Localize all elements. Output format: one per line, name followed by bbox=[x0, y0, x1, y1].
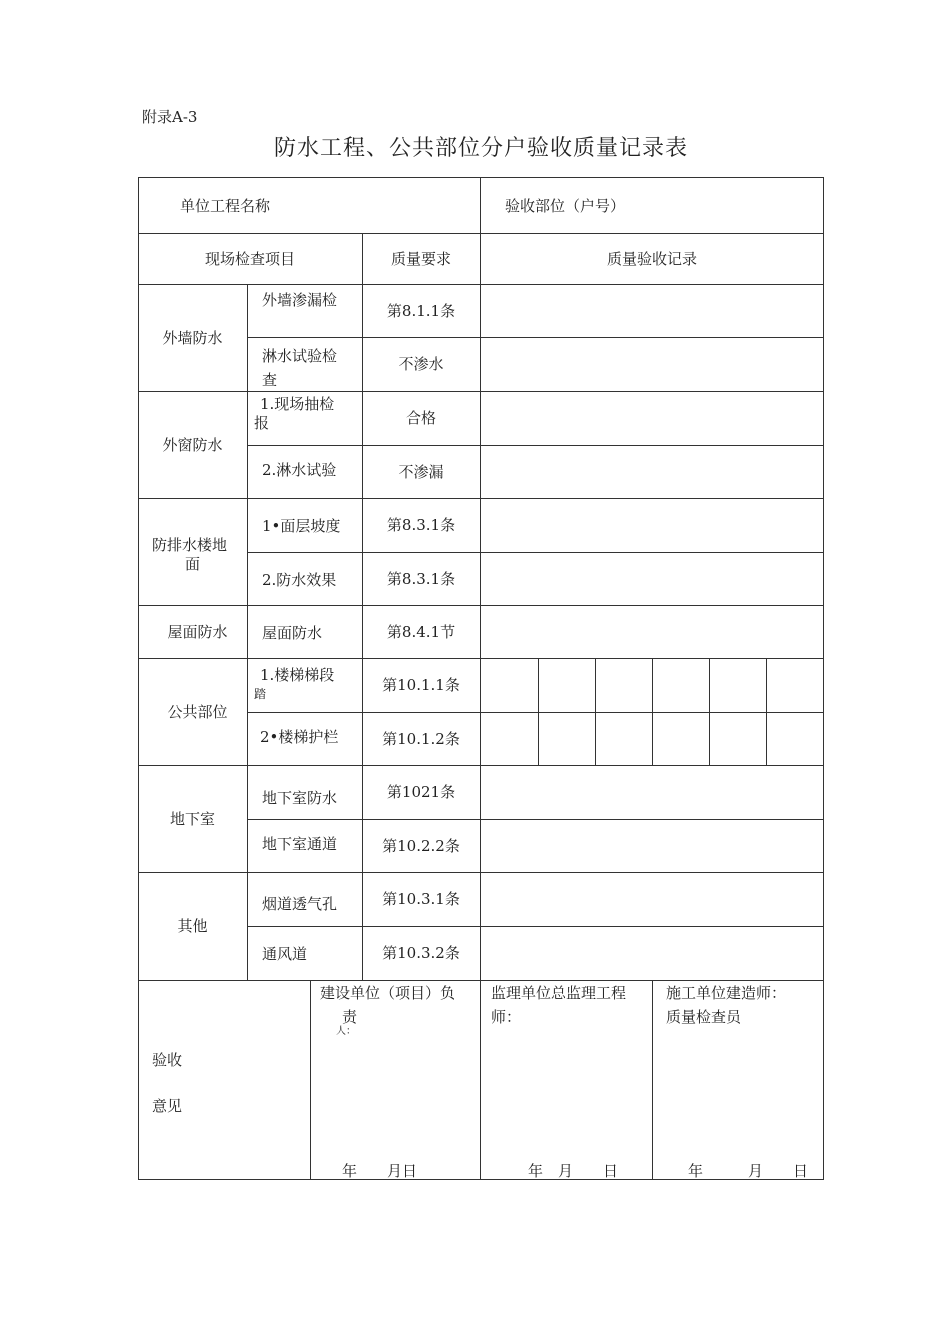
col-divider bbox=[480, 284, 481, 980]
item-requirement: 第10.1.1条 bbox=[382, 676, 460, 694]
col-divider bbox=[766, 658, 767, 765]
supervisor-date: 年 月 日 bbox=[528, 1162, 619, 1180]
item-requirement: 第8.4.1节 bbox=[386, 622, 456, 641]
supervisor-signatory-label: 监理单位总监理工程 bbox=[491, 984, 627, 1002]
item-requirement: 第10.3.2条 bbox=[382, 944, 460, 962]
item-requirement: 第10.1.2条 bbox=[382, 729, 460, 748]
row-divider bbox=[138, 498, 824, 499]
item-requirement: 不渗漏 bbox=[398, 462, 444, 481]
item-label: 2.防水效果 bbox=[262, 571, 337, 589]
col-divider bbox=[709, 658, 710, 765]
item-label: 2.淋水试验 bbox=[262, 461, 337, 479]
item-label: 2•楼梯护栏 bbox=[260, 728, 339, 746]
appendix-label: 附录A-3 bbox=[142, 108, 198, 126]
item-label: 地下室通道 bbox=[262, 835, 338, 853]
item-label: 报 bbox=[254, 414, 270, 432]
contractor-signatory-label: 质量检查员 bbox=[666, 1008, 742, 1026]
item-label: 查 bbox=[262, 371, 278, 389]
row-divider bbox=[247, 926, 824, 927]
item-label: 烟道透气孔 bbox=[262, 895, 338, 913]
row-divider bbox=[247, 445, 824, 446]
item-requirement: 合格 bbox=[405, 409, 436, 427]
item-label: 地下室防水 bbox=[262, 789, 338, 807]
row-divider bbox=[247, 819, 824, 820]
group-label: 屋面防水 bbox=[167, 622, 228, 641]
item-requirement: 第8.1.1条 bbox=[386, 301, 456, 320]
item-label: 1.现场抽检 bbox=[260, 395, 335, 413]
item-label: 屋面防水 bbox=[262, 624, 323, 642]
item-label: 踏 bbox=[254, 687, 267, 701]
item-requirement: 第10.2.2条 bbox=[382, 836, 460, 855]
item-label: 通风道 bbox=[262, 945, 308, 963]
col-divider bbox=[538, 658, 539, 765]
builder-signatory-label: 建设单位（项目）负 bbox=[320, 984, 456, 1002]
row-divider bbox=[247, 552, 824, 553]
col-divider bbox=[595, 658, 596, 765]
item-requirement: 第10.3.1条 bbox=[382, 890, 460, 908]
opinion-label: 验收 bbox=[152, 1051, 183, 1069]
item-requirement: 第8.3.1条 bbox=[386, 569, 456, 588]
col-header-record: 质量验收记录 bbox=[606, 249, 697, 268]
contractor-signatory-label: 施工单位建造师： bbox=[666, 984, 787, 1002]
supervisor-signatory-label: 师： bbox=[491, 1008, 522, 1026]
col-divider bbox=[310, 980, 311, 1180]
col-divider bbox=[652, 980, 653, 1180]
item-label: 淋水试验检 bbox=[262, 347, 338, 365]
contractor-date: 年 月 日 bbox=[688, 1162, 809, 1180]
item-requirement: 不渗水 bbox=[398, 355, 444, 373]
builder-date: 年 月日 bbox=[342, 1162, 418, 1180]
row-divider bbox=[247, 712, 824, 713]
group-label: 公共部位 bbox=[167, 702, 228, 721]
opinion-label: 意见 bbox=[152, 1097, 183, 1115]
group-label: 面 bbox=[185, 555, 201, 573]
item-label: 1.楼梯梯段 bbox=[260, 666, 335, 684]
item-label: 外墙渗漏检 bbox=[262, 291, 338, 309]
group-label: 外窗防水 bbox=[162, 435, 223, 454]
page-title: 防水工程、公共部位分户验收质量记录表 bbox=[273, 136, 688, 161]
builder-signatory-label: 人： bbox=[336, 1026, 356, 1037]
group-label: 其他 bbox=[177, 917, 208, 935]
item-requirement: 第8.3.1条 bbox=[386, 516, 456, 534]
group-label: 外墙防水 bbox=[162, 328, 223, 347]
col-header-item: 现场检查项目 bbox=[204, 249, 295, 268]
group-label: 防排水楼地 bbox=[152, 536, 228, 554]
item-requirement: 第1021条 bbox=[386, 783, 456, 801]
row-divider bbox=[247, 337, 824, 338]
builder-signatory-label: 责 bbox=[342, 1008, 358, 1026]
group-label: 地下室 bbox=[169, 809, 215, 828]
row-divider bbox=[138, 980, 824, 981]
project-name-label: 单位工程名称 bbox=[180, 197, 271, 215]
col-divider bbox=[652, 658, 653, 765]
item-label: 1•面层坡度 bbox=[262, 517, 341, 535]
col-header-requirement: 质量要求 bbox=[390, 249, 451, 268]
col-divider bbox=[480, 980, 481, 1180]
acceptance-part-label: 验收部位（户号） bbox=[505, 197, 626, 215]
